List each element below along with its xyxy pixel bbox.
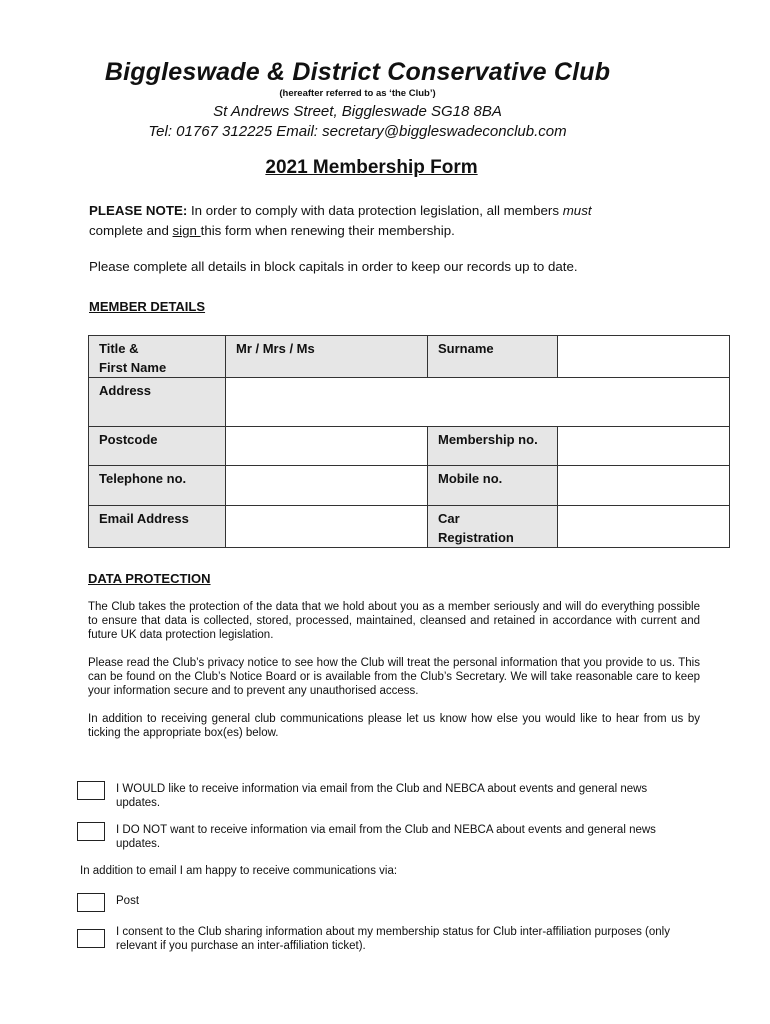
row-address [89,378,730,427]
consent-label: I consent to the Club sharing information about my membership status for Club inter-affiliation purposes (only relevant if you purchase an inter-affiliation ticket). [116,926,670,953]
club-address: St Andrews Street, Biggleswade SG18 8BA [213,103,502,120]
telephone-label: Telephone no. [89,466,226,506]
please-note-text-c: this form when renewing their membership. [200,223,455,238]
email-field[interactable] [226,506,428,548]
email-label: Email Address [89,506,226,548]
also-via-text: In addition to email I am happy to receive communications via: [80,865,398,877]
postcode-field[interactable] [226,427,428,466]
consent-checkbox[interactable] [77,929,105,948]
row-telephone [89,466,730,506]
title-options[interactable]: Mr / Mrs / Ms [226,336,428,378]
would-email-label: I WOULD like to receive information via email from the Club and NEBCA about events and general news updates. [116,783,648,810]
row-postcode [89,427,730,466]
row-name [89,336,730,378]
would-email-checkbox[interactable] [77,781,105,800]
car-registration-field[interactable] [558,506,730,548]
post-checkbox[interactable] [77,893,105,912]
postcode-label: Postcode [89,427,226,466]
instruction-text: Please complete all details in block capitals in order to keep our records up to date. [89,259,578,274]
form-title: 2021 Membership Form [265,157,478,178]
membership-no-label: Membership no. [428,427,558,466]
hereafter-note: (hereafter referred to as ‘the Club’) [279,88,436,99]
member-details-heading: MEMBER DETAILS [89,299,206,314]
member-details-table [88,335,730,548]
telephone-field[interactable] [226,466,428,506]
please-note-label: PLEASE NOTE: [89,203,188,218]
club-contact: Tel: 01767 312225 Email: secretary@biggleswadeconclub.com [148,123,567,140]
surname-label: Surname [428,336,558,378]
data-protection-para3: In addition to receiving general club communications please let us know how else you would like to hear from us by ticking the appropriate box(es) below. [88,713,700,740]
post-label: Post [116,895,140,907]
car-registration-label: Car Registration [428,506,558,548]
address-label: Address [89,378,226,427]
please-note-text-b: complete and [89,223,173,238]
please-note [89,201,729,241]
address-field[interactable] [226,378,730,427]
data-protection-heading: DATA PROTECTION [88,571,211,586]
please-note-sign: sign [172,223,201,238]
do-not-email-label: I DO NOT want to receive information via email from the Club and NEBCA about events and general news updates. [116,824,656,851]
title-first-name-label: Title & First Name [89,336,226,378]
please-note-text-a: In order to comply with data protection legislation, all members [187,203,563,218]
please-note-emphasis: must [562,203,592,218]
data-protection-para2: Please read the Club’s privacy notice to see how the Club will treat the personal information that you provide to us. This can be found on the Club’s Notice Board or is available from the Club’s Secretary. We will take reasonable care to keep your information secure and to prevent any unauthorised access. [88,657,700,698]
club-name: Biggleswade & District Conservative Club [104,58,611,86]
surname-field[interactable] [558,336,730,378]
membership-no-field[interactable] [558,427,730,466]
mobile-field[interactable] [558,466,730,506]
data-protection-para1: The Club takes the protection of the data that we hold about you as a member seriously and will do everything possible to ensure that data is collected, stored, processed, maintained, cleansed and retained in accordance with current and future UK data protection legislation. [88,601,700,642]
do-not-email-checkbox[interactable] [77,822,105,841]
mobile-label: Mobile no. [428,466,558,506]
row-email [89,506,730,548]
